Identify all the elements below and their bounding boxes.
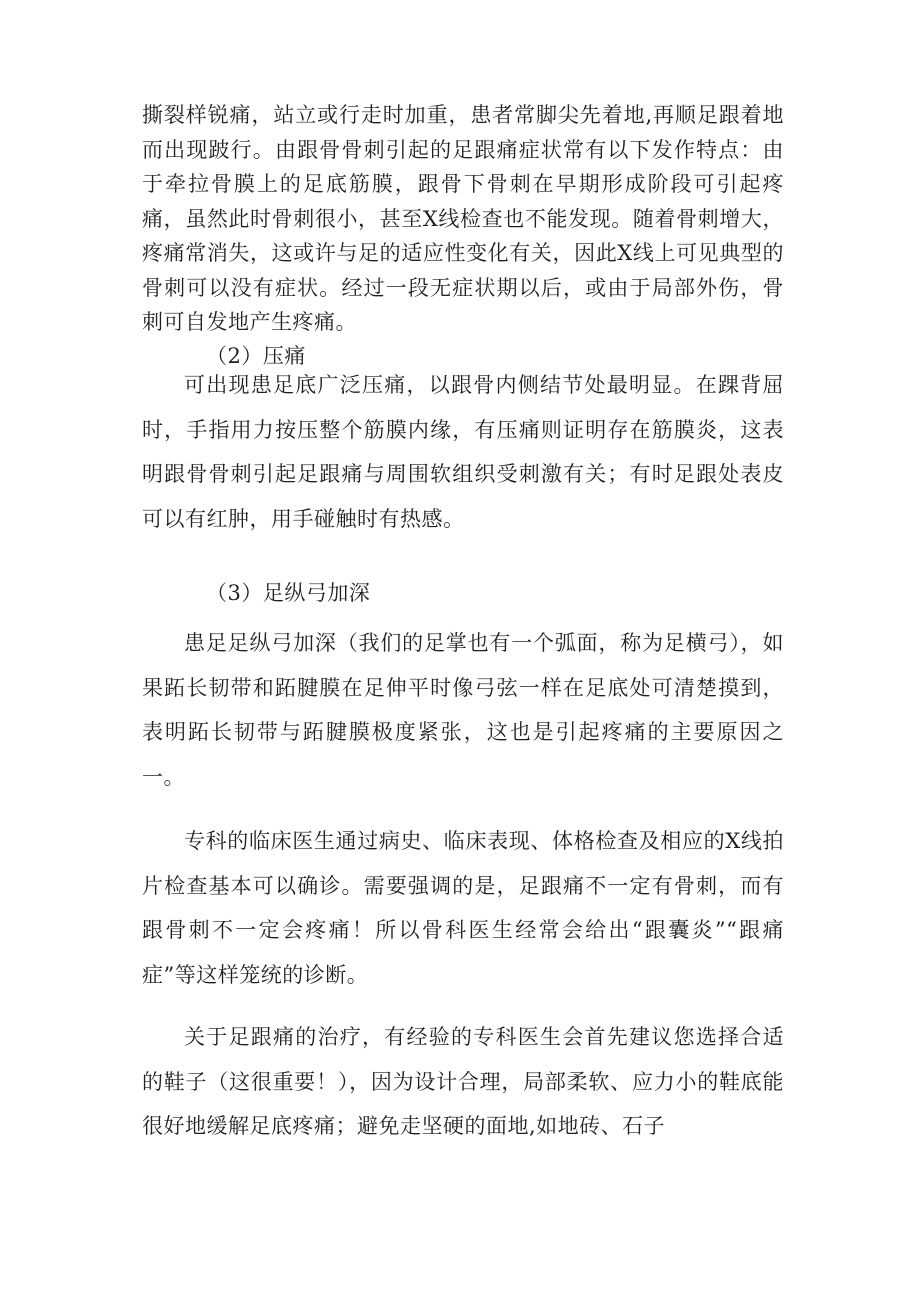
paragraph-arch-deepening: 患足足纵弓加深（我们的足掌也有一个弧面，称为足横弓），如果跖长韧带和跖腱膜在足伸平时像弓弦一样在足底处可清楚摸到，表明跖长韧带与跖腱膜极度紧张，这也是引起疼痛的主要原因之一。 — [142, 631, 784, 789]
paragraph-diagnosis: 专科的临床医生通过病史、临床表现、体格检查及相应的X线拍片检查基本可以确诊。需要强调的是，足跟痛不一定有骨刺，而有跟骨刺不一定会疼痛！所以骨科医生经常会给出“跟囊炎”“跟痛症”等这样笼统的诊断。 — [142, 829, 784, 987]
heading-tenderness: （2）压痛 — [206, 344, 306, 368]
paragraph-tenderness: 可出现患足底广泛压痛，以跟骨内侧结节处最明显。在踝背屈时，手指用力按压整个筋膜内缘，有压痛则证明存在筋膜炎，这表明跟骨骨刺引起足跟痛与周围软组织受刺激有关；有时足跟处表皮可以有红肿，用手碰触时有热感。 — [142, 373, 784, 531]
heading-arch-deepening: （3）足纵弓加深 — [206, 581, 371, 605]
paragraph-treatment: 关于足跟痛的治疗，有经验的专科医生会首先建议您选择合适的鞋子（这很重要！），因为设计合理，局部柔软、应力小的鞋底能很好地缓解足底疼痛；避免走坚硬的面地,如地砖、石子 — [142, 1025, 784, 1138]
paragraph-heel-pain-symptoms: 撕裂样锐痛，站立或行走时加重，患者常脚尖先着地,再顺足跟着地而出现跛行。由跟骨骨刺引起的足跟痛症状常有以下发作特点：由于牵拉骨膜上的足底筋膜，跟骨下骨刺在早期形成阶段可引起疼痛，虽然此时骨刺很小，甚至X线检查也不能发现。随着骨刺增大，疼痛常消失，这或许与足的适应性变化有关，因此X线上可见典型的骨刺可以没有症状。经过一段无症状期以后，或由于局部外伤，骨刺可自发地产生疼痛。 — [142, 103, 784, 334]
